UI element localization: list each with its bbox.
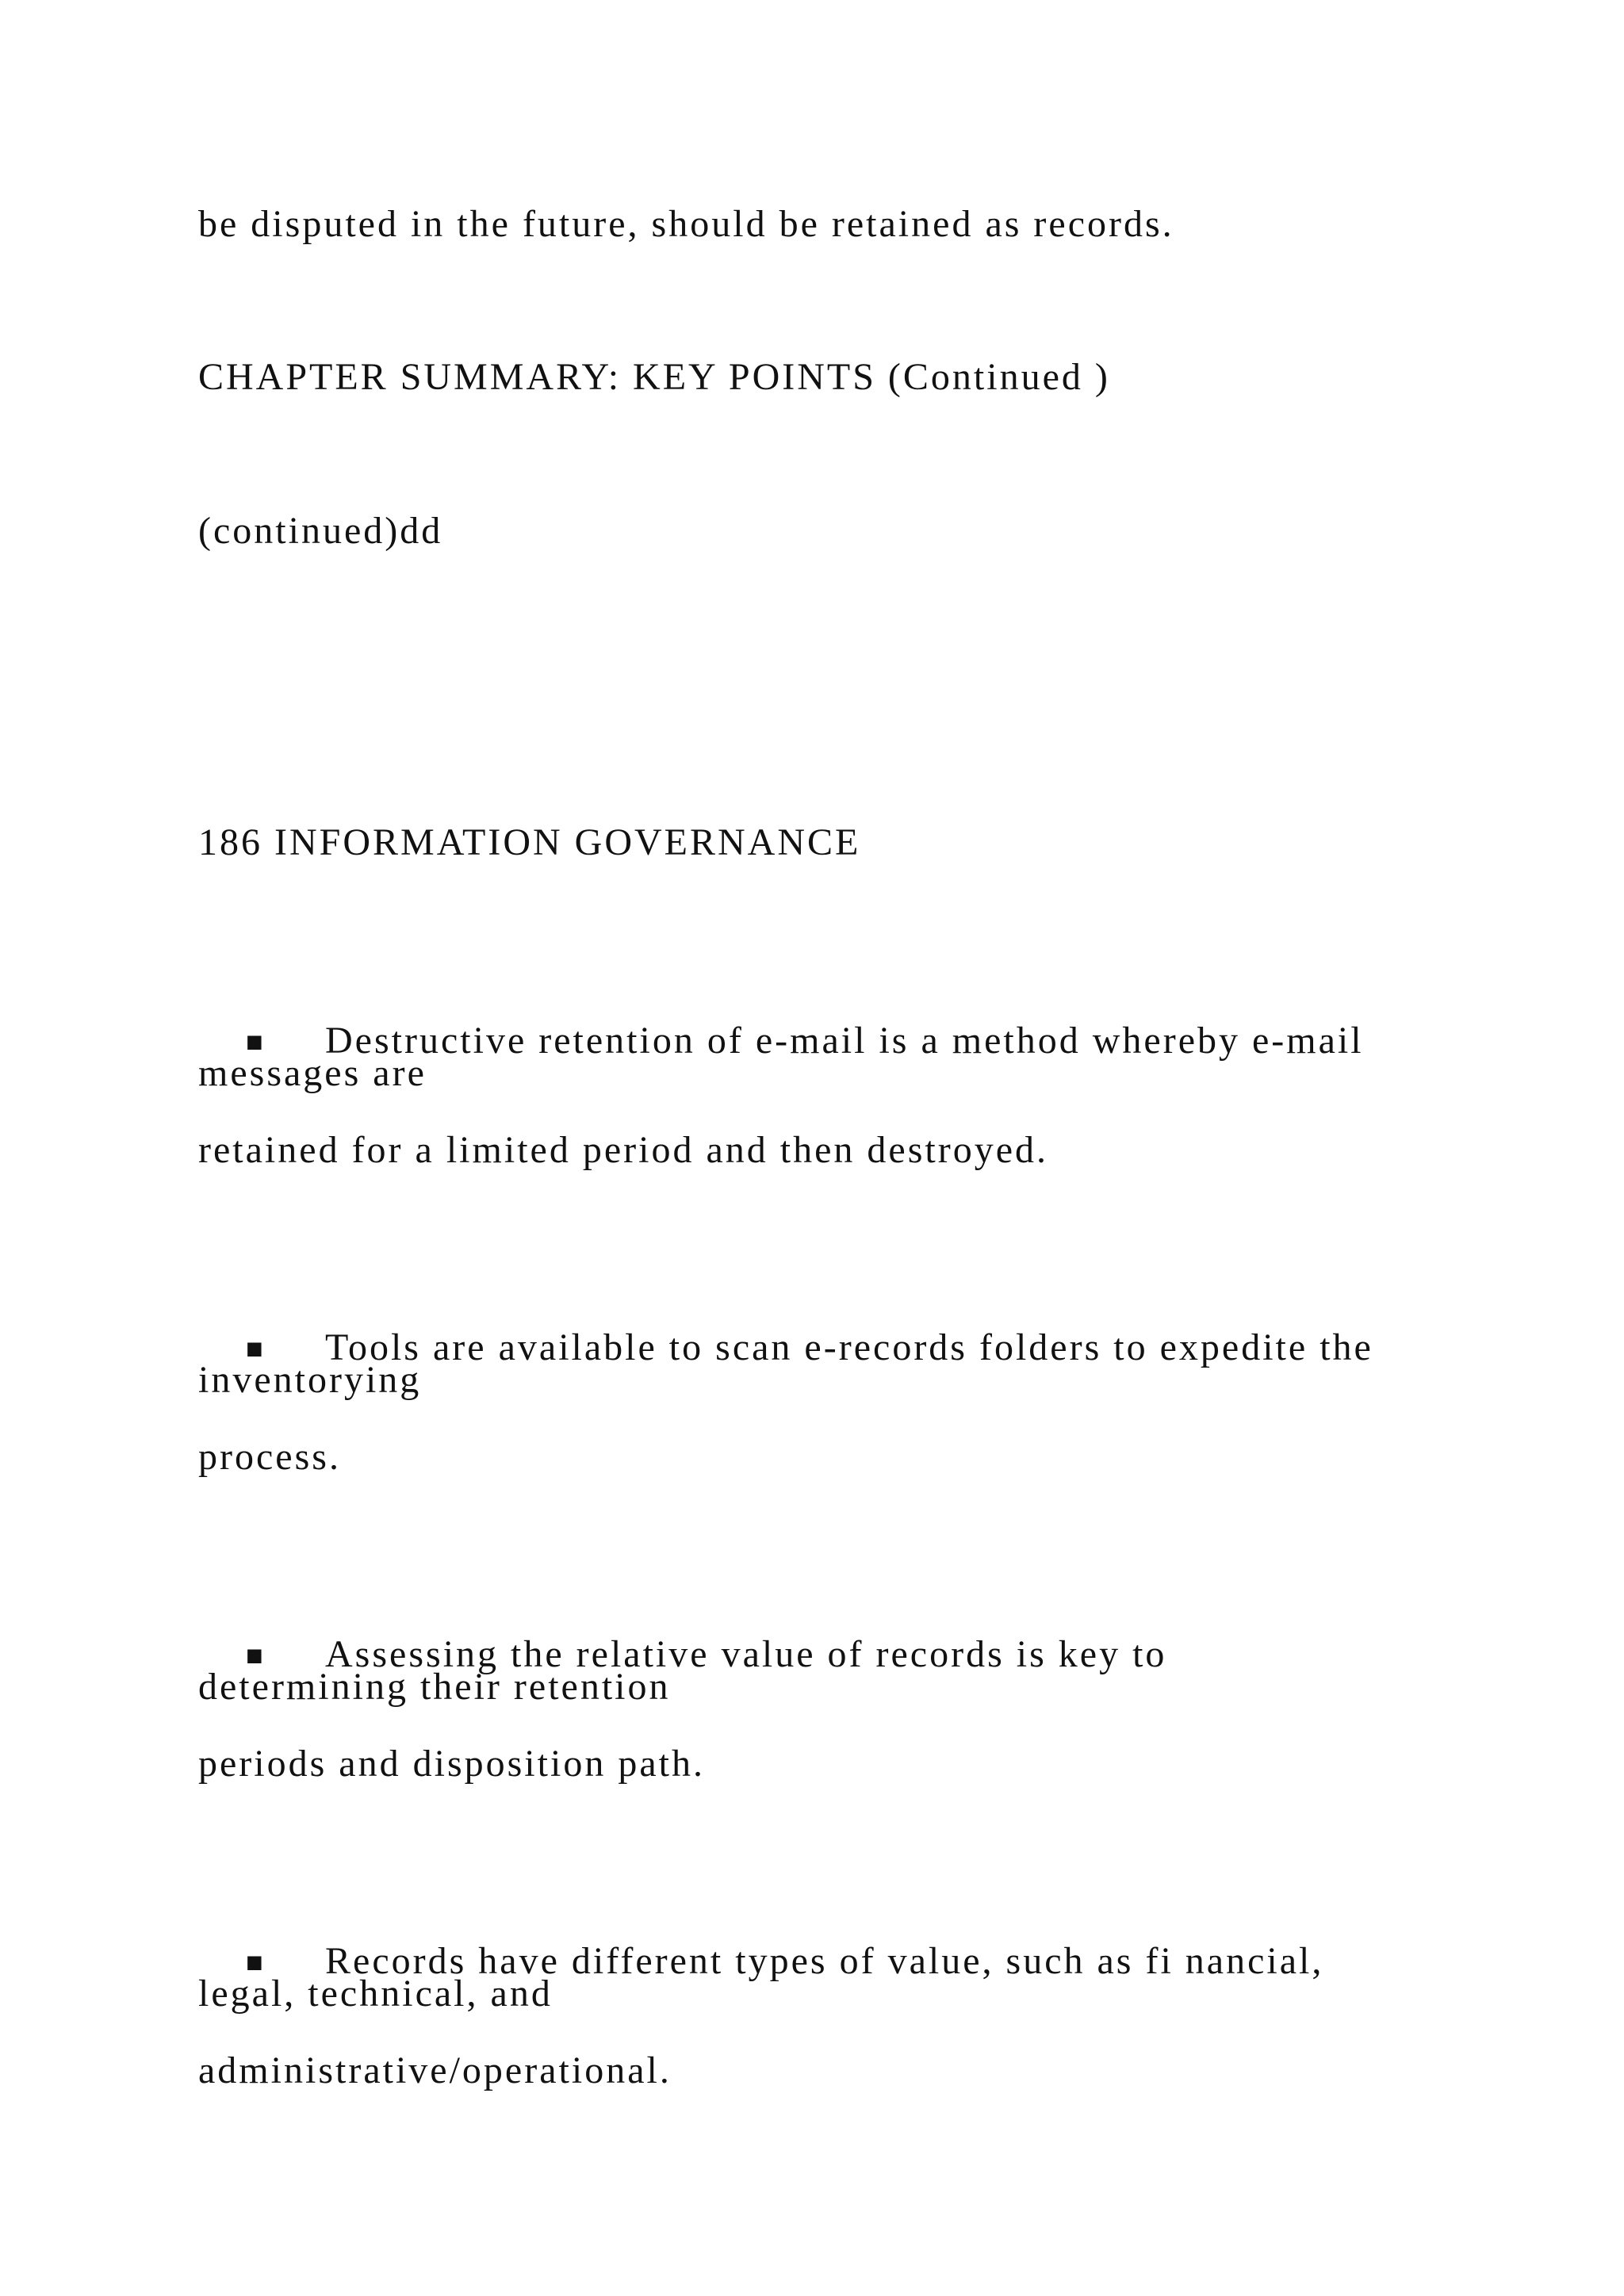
text-line: be disputed in the future, should be retained as records. [198, 203, 1174, 245]
bullet-continuation: legal, technical, and [198, 1973, 553, 2015]
bullet-continuation: retained for a limited period and then destroyed. [198, 1129, 1049, 1171]
bullet-text: Tools are available to scan e-records folders to expedite the [325, 1326, 1373, 1368]
chapter-summary-heading: CHAPTER SUMMARY: KEY POINTS (Continued ) [198, 356, 1110, 398]
bullet-continuation: messages are [198, 1052, 427, 1094]
bullet-continuation: inventorying [198, 1359, 422, 1401]
bullet-square-icon: ■ [246, 1026, 266, 1058]
bullet-square-icon: ■ [246, 1640, 266, 1671]
bullet-square-icon: ■ [246, 1946, 266, 1978]
running-header: 186 INFORMATION GOVERNANCE [198, 821, 861, 863]
bullet-continuation: periods and disposition path. [198, 1743, 705, 1785]
bullet-square-icon: ■ [246, 1333, 266, 1364]
text-line: (continued)dd [198, 510, 443, 552]
bullet-text: Assessing the relative value of records is key to [325, 1633, 1167, 1675]
bullet-text: Destructive retention of e-mail is a method whereby e-mail [325, 1020, 1364, 1062]
bullet-continuation: determining their retention [198, 1666, 671, 1708]
bullet-continuation: administrative/operational. [198, 2049, 672, 2091]
bullet-continuation: process. [198, 1436, 341, 1478]
bullet-text: Records have different types of value, such as fi nancial, [325, 1940, 1324, 1982]
